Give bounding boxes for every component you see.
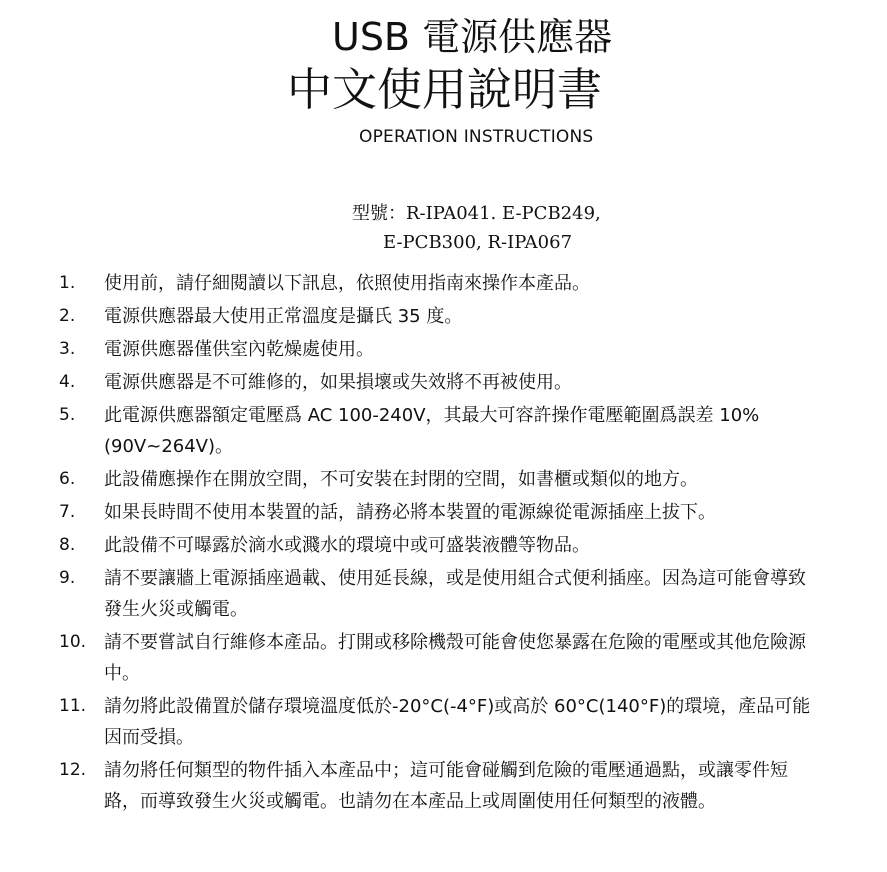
model-line-2: E-PCB300, R-IPA067 <box>383 232 573 253</box>
instruction-number: 12. <box>59 760 87 780</box>
instruction-item <box>0 563 814 625</box>
instruction-number: 10. <box>59 632 87 652</box>
instruction-text: 使用前，請仔細閱讀以下訊息，依照使用指南來操作本產品。 <box>104 273 590 294</box>
model-line-1: 型號：R-IPA041. E-PCB249, <box>352 203 601 224</box>
instruction-number: 4. <box>59 372 76 392</box>
instruction-text: 此設備應操作在開放空間，不可安裝在封閉的空間，如書櫃或類似的地方。 <box>104 469 698 490</box>
instruction-item <box>0 691 814 753</box>
instruction-text: 電源供應器最大使用正常溫度是攝氏 35 度。 <box>104 306 463 327</box>
instruction-item <box>0 367 814 398</box>
instruction-item <box>0 301 814 332</box>
instruction-text: 如果長時間不使用本裝置的話，請務必將本裝置的電源線從電源插座上拔下。 <box>104 502 716 523</box>
instruction-number: 7. <box>59 502 76 522</box>
instruction-number: 5. <box>59 405 76 425</box>
instruction-number: 2. <box>59 306 76 326</box>
instruction-text: 此電源供應器額定電壓爲 AC 100-240V，其最大可容許操作電壓範圍爲誤差 10% (90V~264V)。 <box>104 405 760 457</box>
document-subtitle-chinese: 中文使用說明書 <box>287 63 603 116</box>
instruction-item <box>0 334 814 365</box>
instruction-item <box>0 530 814 561</box>
instruction-text: 電源供應器是不可維修的，如果損壞或失效將不再被使用。 <box>104 372 572 393</box>
instruction-item <box>0 400 814 462</box>
model-numbers <box>352 199 601 257</box>
instruction-number: 3. <box>59 339 76 359</box>
instruction-item <box>0 464 814 495</box>
instruction-number: 9. <box>59 568 76 588</box>
instruction-item <box>0 627 814 689</box>
instruction-text: 請不要讓牆上電源插座過載、使用延長線，或是使用組合式便利插座。因為這可能會導致發生火災或觸電。 <box>104 568 806 620</box>
instruction-list <box>0 268 814 819</box>
instruction-number: 6. <box>59 469 76 489</box>
instruction-number: 11. <box>59 696 87 716</box>
instruction-text: 請勿將此設備置於儲存環境溫度低於-20°C(-4°F)或高於 60°C(140°F)的環境，產品可能因而受損。 <box>104 696 811 748</box>
instruction-item <box>0 755 814 817</box>
document-title: USB 電源供應器 <box>332 15 613 59</box>
instruction-number: 8. <box>59 535 76 555</box>
instruction-text: 此設備不可曝露於滴水或濺水的環境中或可盛裝液體等物品。 <box>104 535 590 556</box>
instruction-item <box>0 268 814 299</box>
instruction-item <box>0 497 814 528</box>
instruction-text: 電源供應器僅供室內乾燥處使用。 <box>104 339 374 360</box>
operation-instructions-heading: OPERATION INSTRUCTIONS <box>359 127 594 147</box>
instruction-text: 請不要嘗試自行維修本產品。打開或移除機殼可能會使您暴露在危險的電壓或其他危險源中。 <box>104 632 806 684</box>
instruction-text: 請勿將任何類型的物件插入本產品中；這可能會碰觸到危險的電壓通過點，或讓零件短路，而導致發生火災或觸電。也請勿在本產品上或周圍使用任何類型的液體。 <box>104 760 788 812</box>
instruction-number: 1. <box>59 273 76 293</box>
